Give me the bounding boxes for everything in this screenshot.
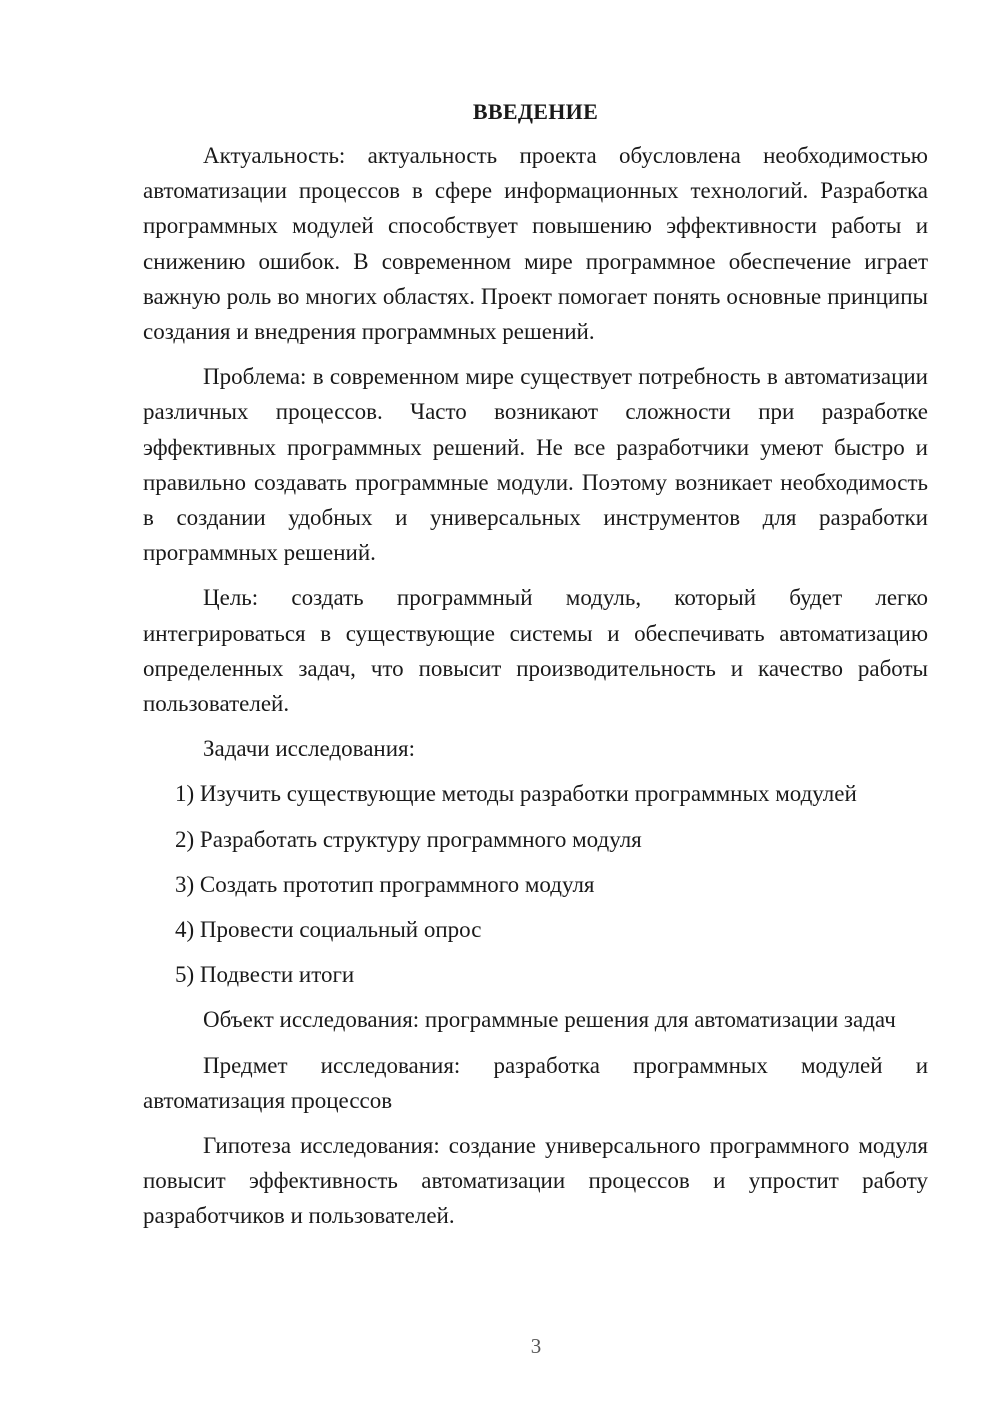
page-number: 3 [530,1334,542,1358]
tasks-heading: Задачи исследования: [203,736,416,762]
task-item: 1) Изучить существующие методы разработки программных модулей [175,781,857,807]
goal-paragraph: Цель: создать программный модуль, который будет легко интегрироваться в существующие системы и обеспечивать автоматизацию определенных задач, что повысит производительность и качество работы пользователей. [143,585,928,717]
task-item: 3) Создать прототип программного модуля [175,871,595,897]
problem-paragraph: Проблема: в современном мире существует потребность в автоматизации различных процессов. Часто возникают сложности при разработке эффективных программных решений. Не все разработчики умеют быстро и правильно создавать программные модули. Поэтому возникает необходимость в создании удобных и универсальных инструментов для разработки программных решений. [143,364,928,566]
section-title: ВВЕДЕНИЕ [472,99,599,124]
task-item: 5) Подвести итоги [175,962,355,988]
page-content [143,94,928,1244]
hypothesis-paragraph: Гипотеза исследования: создание универсального программного модуля повысит эффективность автоматизации процессов и упростит работу разработчиков и пользователей. [143,1133,928,1229]
relevance-paragraph: Актуальность: актуальность проекта обусловлена необходимостью автоматизации процессов в сфере информационных технологий. Разработка программных модулей способствует повышению эффективности работы и снижению ошибок. В современном мире программное обеспечение играет важную роль во многих областях. Проект помогает понять основные принципы создания и внедрения программных решений. [143,143,928,345]
object-paragraph: Объект исследования: программные решения для автоматизации задач [203,1007,896,1033]
subject-paragraph: Предмет исследования: разработка программных модулей и автоматизация процессов [143,1052,928,1113]
task-item: 2) Разработать структуру программного модуля [175,826,642,852]
task-list [143,776,928,992]
task-item: 4) Провести социальный опрос [175,917,482,943]
